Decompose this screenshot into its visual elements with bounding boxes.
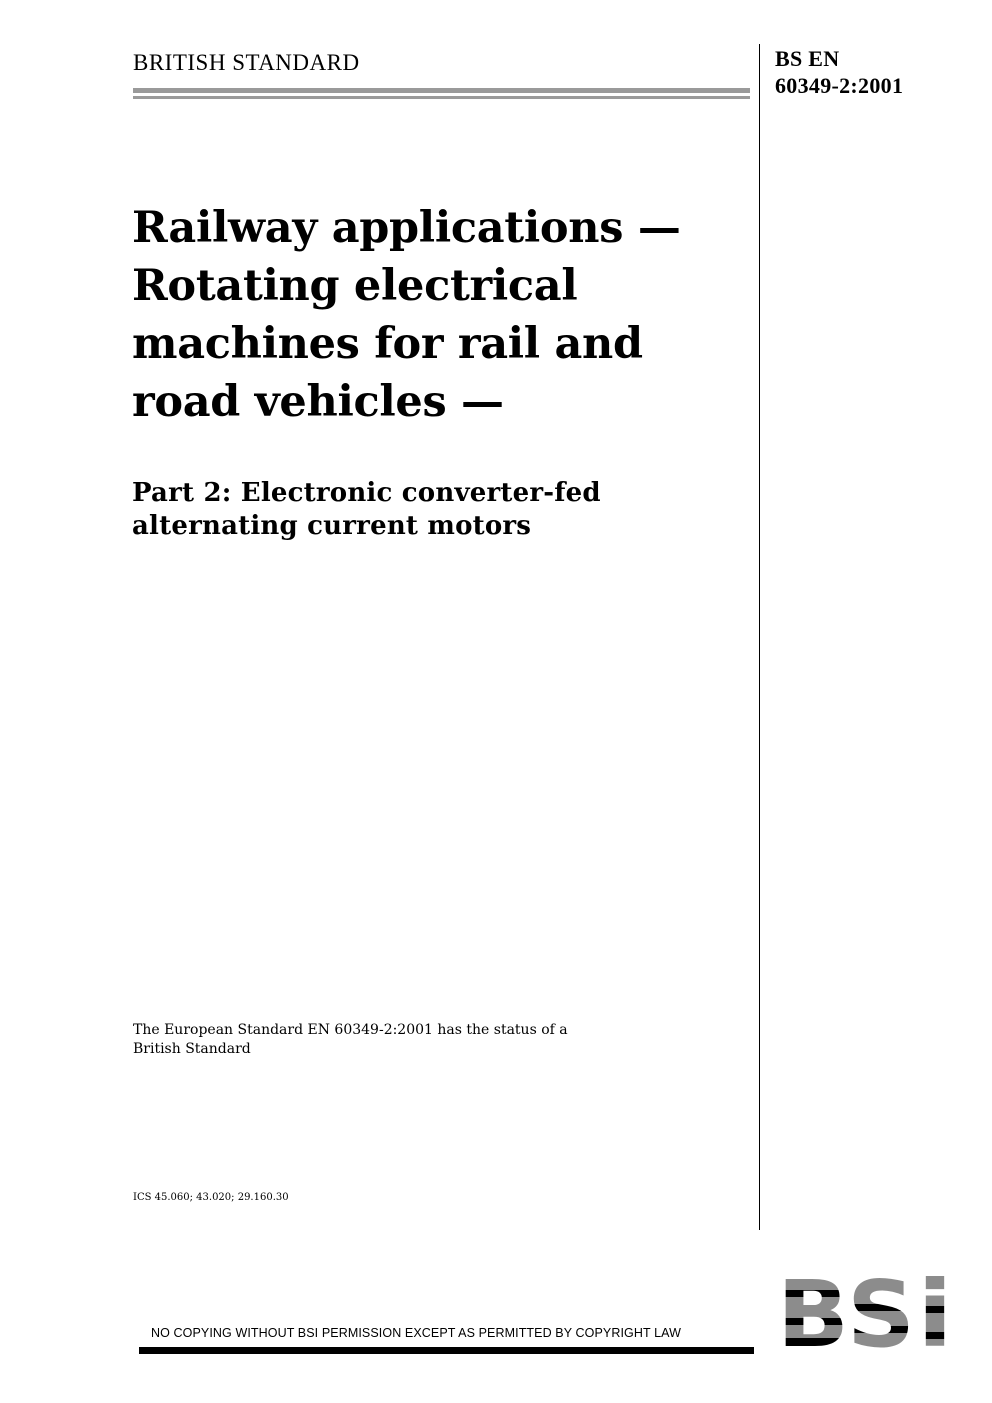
- title-line: machines for rail and: [132, 319, 643, 369]
- bsi-logo-icon: [777, 1276, 955, 1356]
- header-rule-secondary: [133, 96, 750, 99]
- ics-code: ICS 45.060; 43.020; 29.160.30: [133, 1192, 289, 1203]
- standard-number-code: 60349-2:2001: [775, 73, 904, 98]
- document-title: [132, 199, 752, 431]
- title-line: Rotating electrical: [132, 261, 578, 311]
- status-note-line: The European Standard EN 60349-2:2001 has the status of a: [133, 1022, 568, 1038]
- vertical-divider: [759, 44, 760, 1230]
- standard-number-prefix: BS EN: [775, 46, 840, 71]
- bsi-logo: [777, 1276, 955, 1360]
- standard-number: [775, 45, 903, 99]
- header-rule: [133, 88, 750, 93]
- document-subtitle: [132, 477, 752, 543]
- subtitle-line: alternating current motors: [132, 511, 532, 541]
- subtitle-line: Part 2: Electronic converter-fed: [132, 478, 601, 508]
- copyright-notice: NO COPYING WITHOUT BSI PERMISSION EXCEPT AS PERMITTED BY COPYRIGHT LAW: [151, 1326, 682, 1340]
- title-line: Railway applications —: [132, 203, 681, 253]
- status-note-line: British Standard: [133, 1041, 251, 1057]
- title-line: road vehicles —: [132, 377, 504, 427]
- footer-rule: [139, 1347, 754, 1354]
- status-note: [133, 1021, 568, 1059]
- series-label: BRITISH STANDARD: [133, 50, 360, 75]
